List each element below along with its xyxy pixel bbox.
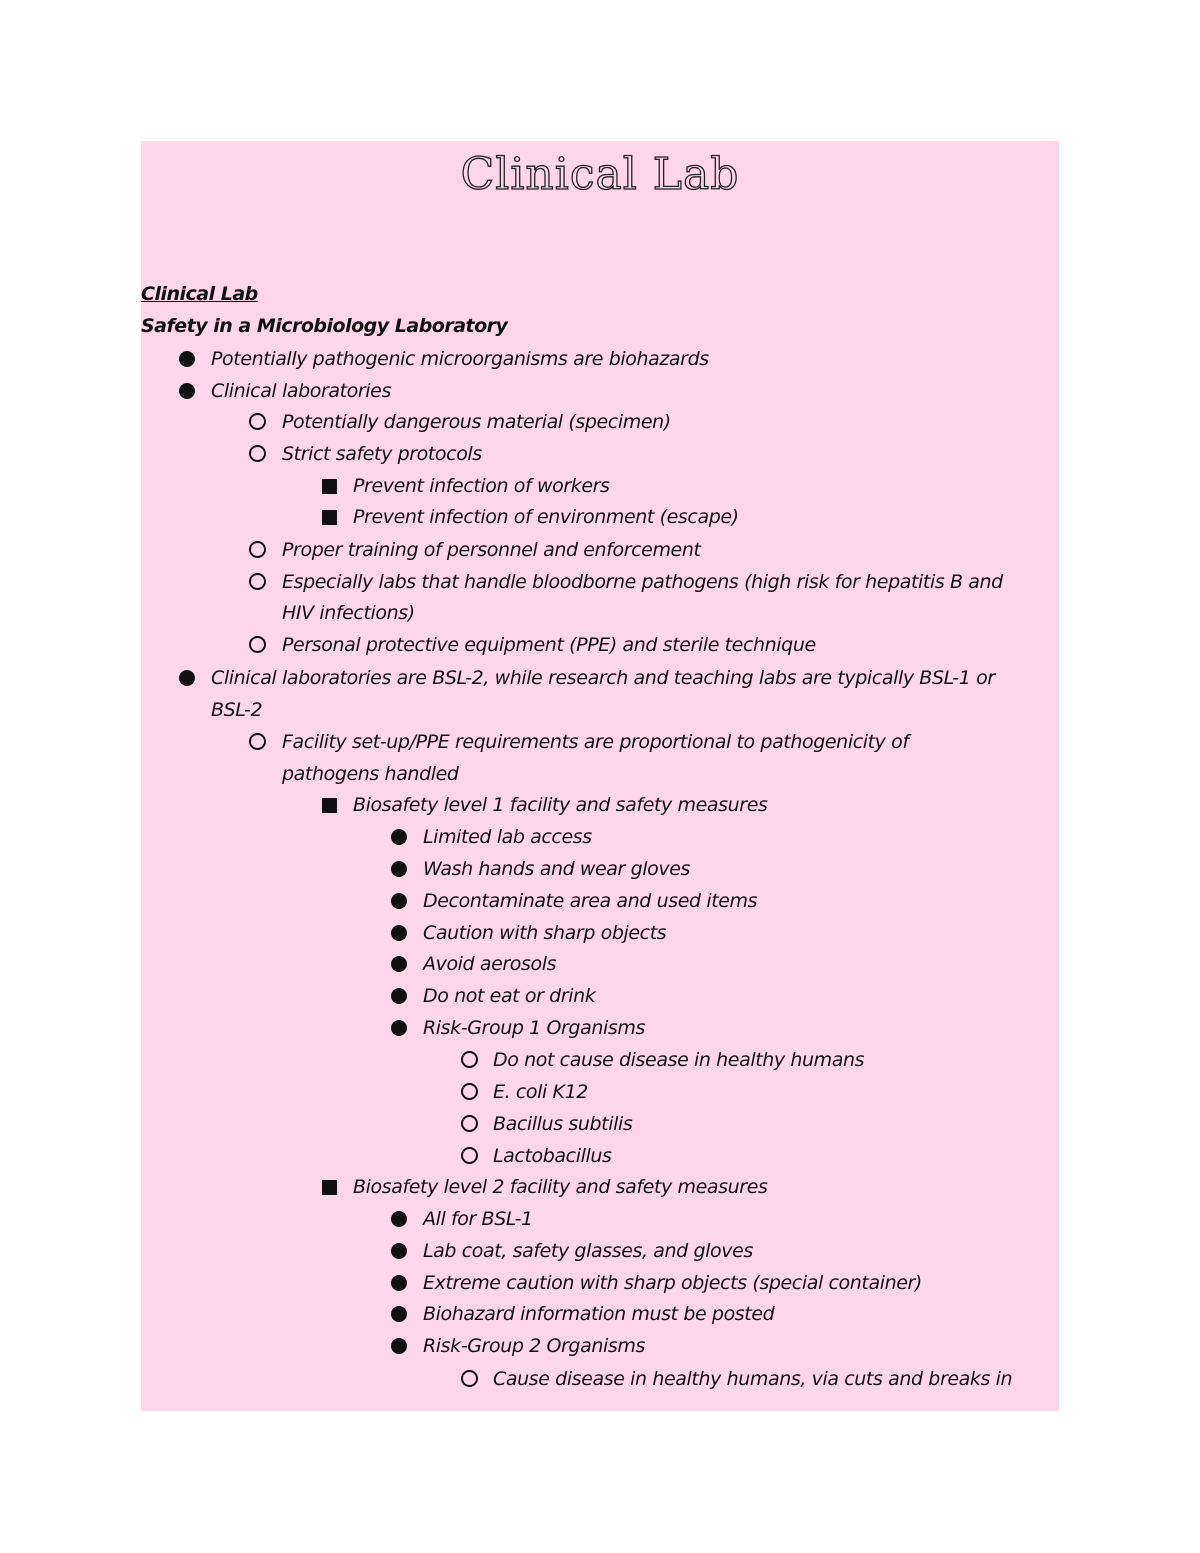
bullet-circle-icon — [461, 1051, 478, 1068]
list-item: Strict safety protocols — [282, 443, 482, 465]
heading-clinical-lab: Clinical Lab — [141, 283, 258, 305]
bullet-dot-icon — [391, 1338, 407, 1354]
bullet-square-icon — [322, 798, 337, 813]
bullet-circle-icon — [249, 541, 266, 558]
list-item: Potentially pathogenic microorganisms are biohazards — [211, 348, 709, 370]
bullet-dot-icon — [391, 988, 407, 1004]
list-item: Caution with sharp objects — [423, 922, 667, 944]
list-item: Extreme caution with sharp objects (special container) — [423, 1272, 922, 1294]
list-item-continuation: HIV infections) — [282, 602, 415, 624]
list-item: Wash hands and wear gloves — [423, 858, 691, 880]
bullet-circle-icon — [461, 1083, 478, 1100]
document-page — [141, 141, 1059, 1411]
bullet-circle-icon — [249, 636, 266, 653]
bullet-square-icon — [322, 1180, 337, 1195]
list-item: Lab coat, safety glasses, and gloves — [423, 1240, 753, 1262]
list-item: Potentially dangerous material (specimen) — [282, 411, 671, 433]
bullet-dot-icon — [179, 383, 195, 399]
list-item: Clinical laboratories — [211, 380, 391, 402]
bullet-dot-icon — [391, 829, 407, 845]
bullet-circle-icon — [461, 1370, 478, 1387]
bullet-dot-icon — [391, 956, 407, 972]
list-item-continuation: BSL-2 — [211, 699, 263, 721]
list-item-continuation: pathogens handled — [282, 763, 459, 785]
list-item: Proper training of personnel and enforcement — [282, 539, 701, 561]
bullet-dot-icon — [391, 1211, 407, 1227]
list-item: Personal protective equipment (PPE) and sterile technique — [282, 634, 816, 656]
bullet-circle-icon — [461, 1147, 478, 1164]
list-item: Avoid aerosols — [423, 953, 557, 975]
bullet-dot-icon — [179, 351, 195, 367]
list-item: Biosafety level 1 facility and safety measures — [353, 794, 768, 816]
bullet-circle-icon — [249, 413, 266, 430]
bullet-dot-icon — [391, 1275, 407, 1291]
list-item: Biosafety level 2 facility and safety measures — [353, 1176, 768, 1198]
list-item: Lactobacillus — [493, 1145, 612, 1167]
list-item: Especially labs that handle bloodborne pathogens (high risk for hepatitis B and — [282, 571, 1003, 593]
bullet-dot-icon — [391, 925, 407, 941]
list-item: Decontaminate area and used items — [423, 890, 758, 912]
bullet-square-icon — [322, 479, 337, 494]
bullet-circle-icon — [249, 445, 266, 462]
bullet-circle-icon — [249, 733, 266, 750]
bullet-square-icon — [322, 510, 337, 525]
list-item: Do not eat or drink — [423, 985, 596, 1007]
bullet-circle-icon — [461, 1115, 478, 1132]
list-item: All for BSL-1 — [423, 1208, 533, 1230]
list-item: Prevent infection of workers — [353, 475, 610, 497]
list-item: E. coli K12 — [493, 1081, 588, 1103]
bullet-dot-icon — [179, 670, 195, 686]
bullet-dot-icon — [391, 1306, 407, 1322]
list-item: Prevent infection of environment (escape) — [353, 506, 739, 528]
list-item: Facility set-up/PPE requirements are proportional to pathogenicity of — [282, 731, 909, 753]
list-item: Clinical laboratories are BSL-2, while research and teaching labs are typically BSL-1 or — [211, 667, 995, 689]
bullet-dot-icon — [391, 1020, 407, 1036]
list-item: Risk-Group 2 Organisms — [423, 1335, 645, 1357]
bullet-dot-icon — [391, 861, 407, 877]
bullet-circle-icon — [249, 573, 266, 590]
bullet-dot-icon — [391, 1243, 407, 1259]
list-item: Do not cause disease in healthy humans — [493, 1049, 865, 1071]
list-item: Risk-Group 1 Organisms — [423, 1017, 645, 1039]
list-item: Biohazard information must be posted — [423, 1303, 775, 1325]
document-title: Clinical Lab — [460, 149, 740, 200]
list-item: Limited lab access — [423, 826, 592, 848]
heading-safety: Safety in a Microbiology Laboratory — [141, 315, 508, 337]
list-item: Cause disease in healthy humans, via cuts and breaks in — [493, 1368, 1013, 1390]
bullet-dot-icon — [391, 893, 407, 909]
list-item: Bacillus subtilis — [493, 1113, 633, 1135]
